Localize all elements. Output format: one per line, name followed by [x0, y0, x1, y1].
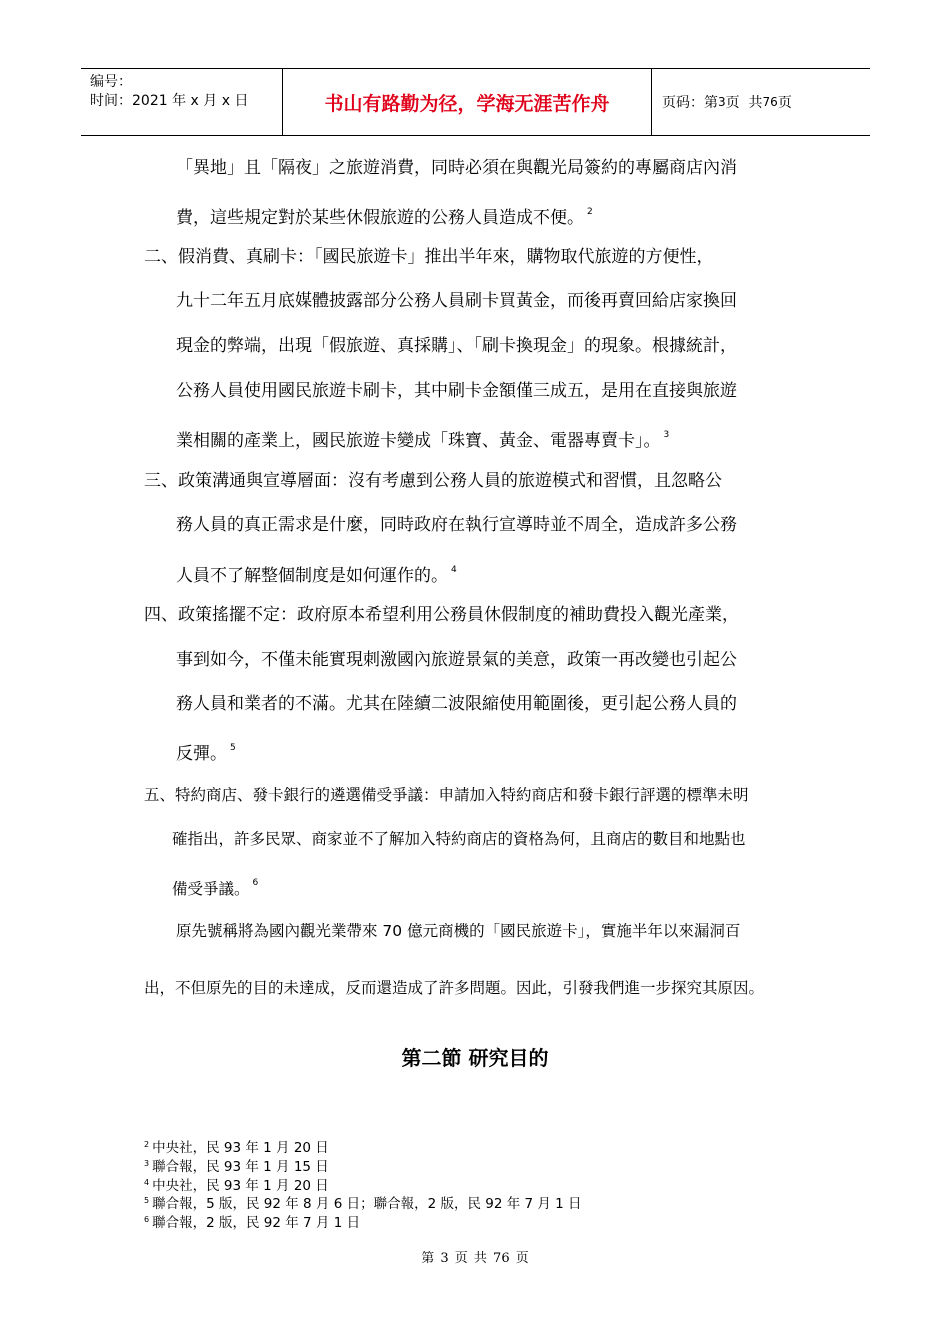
- footnote-number: 4: [144, 1178, 150, 1187]
- time-label: 时间：2021 年 x 月 x 日: [90, 93, 249, 109]
- footnote-ref: 2: [587, 207, 593, 217]
- body-line: 三、政策溝通與宣導層面：沒有考慮到公務人員的旅遊模式和習慣，且忽略公: [144, 471, 722, 491]
- section-title: 第二節 研究目的: [401, 1046, 549, 1070]
- body-line: 務人員的真正需求是什麼，同時政府在執行宣導時並不周全，造成許多公務: [176, 515, 737, 535]
- page-total: 76: [762, 95, 778, 109]
- body-line: 公務人員使用國民旅遊卡刷卡，其中刷卡金額僅三成五，是用在直接與旅遊: [176, 381, 737, 401]
- footnote: $^3$ 聯合報，民 93 年 1 月 15 日: [144, 1159, 329, 1175]
- footnote-number: 6: [144, 1215, 150, 1224]
- footnote: $^2$ 中央社，民 93 年 1 月 20 日: [144, 1140, 329, 1156]
- footnote: $^5$ 聯合報，5 版，民 92 年 8 月 6 日；聯合報，2 版，民 92 年 7 月 1 日: [144, 1196, 582, 1212]
- body-line: 反彈。 $^5$: [176, 743, 236, 764]
- body-line: 人員不了解整個制度是如何運作的。 $^4$: [176, 565, 457, 586]
- page-footer: 第 3 页 共 76 页: [421, 1251, 529, 1266]
- body-line: 費，這些規定對於某些休假旅遊的公務人員造成不便。 $^2$: [176, 207, 593, 228]
- body-line: 五、特約商店、發卡銀行的遴選備受爭議：申請加入特約商店和發卡銀行評選的標準未明: [144, 786, 749, 804]
- header-meta: [81, 69, 282, 135]
- page-header: [81, 68, 870, 136]
- footnote-number: 2: [144, 1140, 150, 1149]
- footnote-ref: 3: [663, 430, 670, 440]
- body-line: 原先號稱將為國內觀光業帶來 70 億元商機的「國民旅遊卡」，實施半年以來漏洞百: [176, 922, 741, 940]
- page-current: 3: [718, 95, 726, 109]
- page-end: 页: [777, 95, 792, 111]
- footnote-ref: 6: [252, 878, 259, 888]
- body-line: 二、假消費、真刷卡：「國民旅遊卡」推出半年來，購物取代旅遊的方便性，: [144, 247, 714, 267]
- body-line: 出，不但原先的目的未達成，反而還造成了許多問題。因此，引發我們進一步探究其原因。: [144, 979, 765, 997]
- footnote: $^4$ 中央社，民 93 年 1 月 20 日: [144, 1178, 329, 1194]
- header-page-info: [652, 69, 870, 135]
- body-line: 備受爭議。 $^6$: [172, 878, 259, 898]
- header-motto: 书山有路勤为径，学海无涯苦作舟: [282, 69, 652, 135]
- body-line: 九十二年五月底媒體披露部分公務人員刷卡買黃金，而後再賣回給店家換回: [176, 291, 737, 311]
- body-line: 事到如今，不僅未能實現刺激國內旅遊景氣的美意，政策一再改變也引起公: [176, 650, 737, 670]
- page-mid: 页 共: [725, 95, 763, 111]
- body-line: 四、政策搖擺不定：政府原本希望利用公務員休假制度的補助費投入觀光產業，: [144, 605, 739, 625]
- body-line: 務人員和業者的不滿。尤其在陸續二波限縮使用範圍後，更引起公務人員的: [176, 694, 737, 714]
- footnote-number: 5: [144, 1196, 150, 1205]
- footnote-number: 3: [144, 1159, 150, 1168]
- body-line: 業相關的產業上，國民旅遊卡變成「珠寶、黃金、電器專賣卡」。 $^3$: [176, 430, 670, 451]
- number-label: 编号：: [90, 74, 132, 90]
- footnote-ref: 4: [451, 565, 457, 575]
- body-line: 「異地」且「隔夜」之旅遊消費，同時必須在與觀光局簽約的專屬商店內消: [176, 158, 737, 178]
- page-label: 页码：第: [662, 95, 718, 111]
- body-line: 現金的弊端，出現「假旅遊、真採購」、「刷卡換現金」的現象。根據統計，: [176, 336, 737, 356]
- body-line: 確指出，許多民眾、商家並不了解加入特約商店的資格為何，且商店的數目和地點也: [172, 830, 746, 848]
- footnote-ref: 5: [230, 743, 236, 753]
- footnote: $^6$ 聯合報，2 版，民 92 年 7 月 1 日: [144, 1215, 361, 1231]
